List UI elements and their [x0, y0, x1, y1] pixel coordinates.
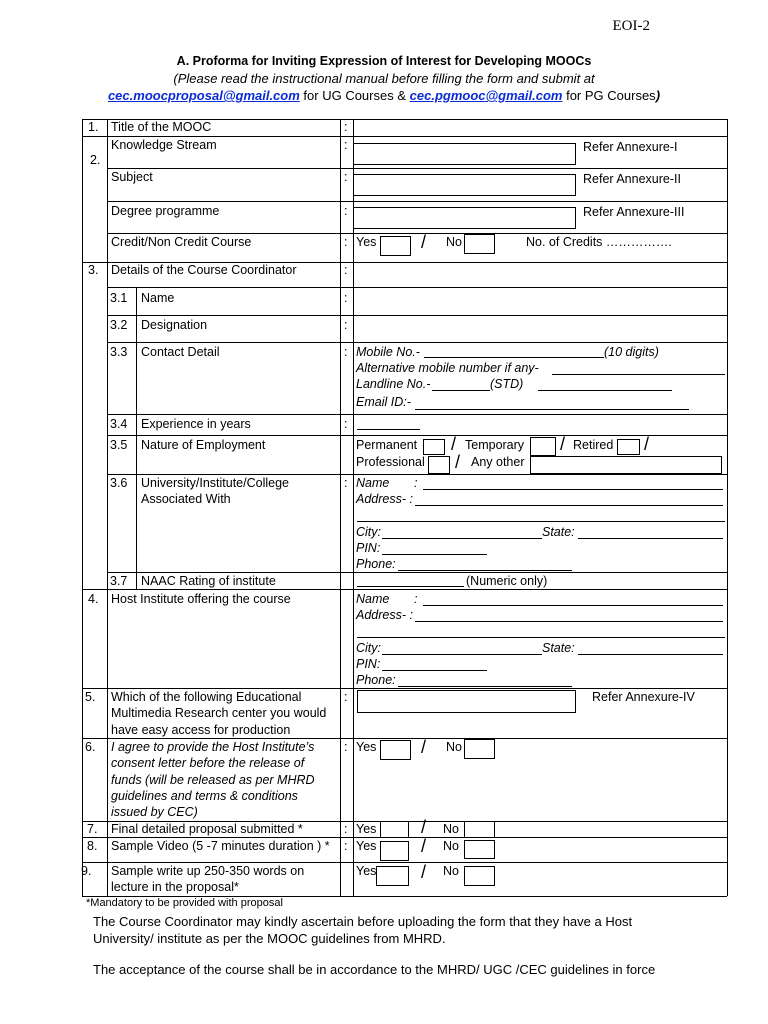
- slash-divider: /: [455, 452, 461, 472]
- credit-yes-label: Yes: [356, 235, 377, 249]
- colon: :: [344, 291, 348, 305]
- employment-nature-label: Nature of Employment: [141, 438, 266, 452]
- consent-label-5: issued by CEC): [111, 805, 198, 819]
- video-no-label: No: [443, 839, 459, 853]
- mobile-label: Mobile No.-: [356, 345, 420, 359]
- subject-field[interactable]: [353, 174, 576, 196]
- mooc-title-field[interactable]: [355, 120, 725, 135]
- university-state-label: State:: [542, 525, 575, 539]
- host-pin-field[interactable]: [382, 670, 487, 671]
- consent-yes-checkbox[interactable]: [380, 740, 411, 760]
- alt-mobile-field[interactable]: [552, 374, 725, 375]
- colon: :: [344, 839, 348, 853]
- consent-no-checkbox[interactable]: [464, 739, 495, 759]
- host-address-label: Address- :: [356, 608, 413, 622]
- sub-number-3-2: 3.2: [110, 318, 128, 332]
- host-city-field[interactable]: [382, 654, 542, 655]
- designation-label: Designation: [141, 318, 208, 332]
- designation-field[interactable]: [355, 316, 725, 340]
- colon: :: [344, 318, 348, 332]
- form-title: A. Proforma for Inviting Expression of Interest for Developing MOOCs: [176, 54, 592, 68]
- mobile-hint: (10 digits): [604, 345, 659, 359]
- university-pin-label: PIN:: [356, 541, 381, 555]
- sub-number-3-7: 3.7: [110, 574, 128, 588]
- consent-label-1: I agree to provide the Host Institute’s: [111, 740, 315, 754]
- footer-note-3: The acceptance of the course shall be in accordance to the MHRD/ UGC /CEC guidelines in force: [93, 962, 656, 977]
- knowledge-stream-label: Knowledge Stream: [111, 138, 217, 152]
- research-center-label-1: Which of the following Educational: [111, 690, 302, 704]
- slash-divider: /: [421, 232, 427, 252]
- colon: :: [344, 417, 348, 431]
- document-id: EOI-2: [612, 18, 650, 34]
- slash-divider: /: [421, 836, 427, 856]
- university-label: University/Institute/College: [141, 476, 289, 490]
- university-state-field[interactable]: [578, 538, 723, 539]
- sub-number-3-4: 3.4: [110, 417, 128, 431]
- mobile-field[interactable]: [424, 357, 604, 358]
- research-center-field[interactable]: [357, 690, 576, 713]
- colon: :: [344, 822, 348, 836]
- subject-ref: Refer Annexure-II: [583, 172, 681, 186]
- mandatory-note: [86, 897, 283, 909]
- professional-checkbox[interactable]: [428, 456, 450, 474]
- retired-label: Retired: [573, 438, 614, 452]
- permanent-label: Permanent: [356, 438, 418, 452]
- credit-no-label: No: [446, 235, 462, 249]
- mandatory-text: Mandatory to be provided with proposal: [90, 897, 283, 909]
- host-phone-label: Phone:: [356, 673, 396, 687]
- any-other-field[interactable]: [530, 456, 722, 474]
- row-9-number: 9.: [81, 864, 92, 878]
- sample-video-label: Sample Video (5 -7 minutes duration ) *: [111, 839, 330, 853]
- row-8-number: 8.: [87, 839, 98, 853]
- std-hint: (STD): [490, 377, 524, 391]
- credit-no-checkbox[interactable]: [464, 234, 495, 254]
- any-other-label: Any other: [471, 455, 525, 469]
- host-state-label: State:: [542, 641, 575, 655]
- landline-std-field[interactable]: [432, 390, 490, 391]
- associated-with-label: Associated With: [141, 492, 231, 506]
- university-address-field[interactable]: [415, 505, 723, 506]
- consent-yes-label: Yes: [356, 740, 377, 754]
- permanent-checkbox[interactable]: [423, 439, 445, 455]
- colon: :: [344, 263, 348, 277]
- colon: :: [344, 690, 348, 704]
- number-of-credits[interactable]: No. of Credits …………….: [526, 235, 672, 249]
- pg-email-link[interactable]: cec.pgmooc@gmail.com: [409, 88, 563, 103]
- video-yes-checkbox[interactable]: [380, 841, 409, 861]
- retired-checkbox[interactable]: [617, 439, 640, 455]
- writeup-no-label: No: [443, 864, 459, 878]
- university-address-label: Address- :: [356, 492, 413, 506]
- writeup-no-checkbox[interactable]: [464, 866, 495, 886]
- consent-label-2: consent letter before the release of: [111, 756, 305, 770]
- sub-number-3-3: 3.3: [110, 345, 128, 359]
- host-state-field[interactable]: [578, 654, 723, 655]
- footer-note-1: The Course Coordinator may kindly ascertain before uploading the form that they have a Host: [93, 914, 633, 929]
- degree-programme-label: Degree programme: [111, 204, 220, 218]
- landline-field[interactable]: [538, 390, 672, 391]
- slash-divider: /: [421, 817, 427, 837]
- university-city-label: City:: [356, 525, 381, 539]
- row-6-number: 6.: [85, 740, 96, 754]
- knowledge-stream-field[interactable]: [353, 143, 576, 165]
- submission-emails: [0, 88, 768, 103]
- experience-label: Experience in years: [141, 417, 251, 431]
- coordinator-name-field[interactable]: [355, 289, 725, 313]
- sub-number-3-5: 3.5: [110, 438, 128, 452]
- form-instruction: (Please read the instructional manual before filling the form and submit at: [173, 71, 595, 86]
- research-center-label-3: have easy access for production: [111, 723, 291, 737]
- proposal-yes-checkbox[interactable]: [380, 821, 409, 838]
- row-7-number: 7.: [87, 822, 98, 836]
- sub-number-3-1: 3.1: [110, 291, 128, 305]
- host-institute-label: Host Institute offering the course: [111, 592, 291, 606]
- naac-rating-field[interactable]: [357, 586, 464, 587]
- research-center-label-2: Multimedia Research center you would: [111, 706, 327, 720]
- subject-label: Subject: [111, 170, 153, 184]
- degree-programme-ref: Refer Annexure-III: [583, 205, 685, 219]
- degree-programme-field[interactable]: [353, 207, 576, 229]
- host-address-line-2[interactable]: [357, 637, 725, 638]
- course-coordinator-label: Details of the Course Coordinator: [111, 263, 297, 277]
- university-name-field[interactable]: [423, 489, 723, 490]
- row-1-number: 1.: [88, 120, 99, 134]
- host-name-label: Name: [356, 592, 390, 606]
- host-address-field[interactable]: [415, 621, 723, 622]
- coordinator-name-label: Name: [141, 291, 175, 305]
- experience-field[interactable]: [357, 429, 420, 430]
- sub-number-3-6: 3.6: [110, 476, 128, 490]
- footer-note-2: University/ institute as per the MOOC guidelines from MHRD.: [93, 931, 446, 946]
- row-3-number: 3.: [88, 263, 99, 277]
- numeric-only-hint: (Numeric only): [466, 574, 548, 588]
- consent-label-4: guidelines and terms & conditions: [111, 789, 298, 803]
- credit-course-label: Credit/Non Credit Course: [111, 235, 252, 249]
- video-no-checkbox[interactable]: [464, 840, 495, 859]
- colon: :: [344, 235, 348, 249]
- sample-writeup-label-2: lecture in the proposal*: [111, 880, 239, 894]
- final-proposal-label: Final detailed proposal submitted *: [111, 822, 303, 836]
- university-pin-field[interactable]: [382, 554, 487, 555]
- colon: :: [344, 345, 348, 359]
- colon: :: [414, 592, 418, 606]
- alt-mobile-label: Alternative mobile number if any-: [356, 361, 539, 375]
- colon: :: [414, 476, 418, 490]
- row-2-number: 2.: [90, 153, 101, 167]
- university-phone-label: Phone:: [356, 557, 396, 571]
- proposal-no-label: No: [443, 822, 459, 836]
- close-paren: ): [655, 88, 661, 103]
- knowledge-stream-ref: Refer Annexure-I: [583, 140, 678, 154]
- row-5-number: 5.: [85, 690, 96, 704]
- credit-yes-checkbox[interactable]: [380, 236, 411, 256]
- host-pin-label: PIN:: [356, 657, 381, 671]
- slash-divider: /: [421, 737, 427, 757]
- mooc-title-label: Title of the MOOC: [111, 120, 212, 134]
- host-city-label: City:: [356, 641, 381, 655]
- email-label: Email ID:-: [356, 395, 411, 409]
- pg-courses-text: for PG Courses: [566, 88, 656, 103]
- consent-label-3: funds (will be released as per MHRD: [111, 773, 315, 787]
- university-city-field[interactable]: [382, 538, 542, 539]
- host-name-field[interactable]: [423, 605, 723, 606]
- colon: :: [344, 476, 348, 490]
- writeup-yes-label: Yes: [356, 864, 377, 878]
- proposal-yes-label: Yes: [356, 822, 377, 836]
- proposal-no-checkbox[interactable]: [464, 821, 495, 838]
- slash-divider: /: [421, 862, 427, 882]
- temporary-label: Temporary: [465, 438, 525, 452]
- colon: :: [344, 204, 348, 218]
- colon: :: [344, 170, 348, 184]
- row-4-number: 4.: [88, 592, 99, 606]
- slash-divider: /: [560, 434, 566, 454]
- ug-email-link[interactable]: cec.moocproposal@gmail.com: [107, 88, 300, 103]
- host-phone-field[interactable]: [398, 686, 572, 687]
- colon: :: [344, 138, 348, 152]
- professional-label: Professional: [356, 455, 425, 469]
- slash-divider: /: [451, 434, 457, 454]
- video-yes-label: Yes: [356, 839, 377, 853]
- slash-divider: /: [644, 434, 650, 454]
- landline-label: Landline No.-: [356, 377, 431, 391]
- writeup-yes-checkbox[interactable]: [376, 866, 409, 886]
- email-field[interactable]: [415, 409, 689, 410]
- consent-no-label: No: [446, 740, 462, 754]
- university-address-line-2[interactable]: [357, 521, 725, 522]
- colon: :: [344, 740, 348, 754]
- sample-writeup-label-1: Sample write up 250-350 words on: [111, 864, 305, 878]
- ug-courses-text: for UG Courses &: [303, 88, 407, 103]
- temporary-checkbox[interactable]: [530, 437, 556, 456]
- colon: :: [344, 120, 348, 134]
- naac-rating-label: NAAC Rating of institute: [141, 574, 276, 588]
- university-name-label: Name: [356, 476, 390, 490]
- research-center-ref: Refer Annexure-IV: [592, 690, 695, 704]
- university-phone-field[interactable]: [398, 570, 572, 571]
- contact-detail-label: Contact Detail: [141, 345, 220, 359]
- asterisk: *: [86, 897, 91, 909]
